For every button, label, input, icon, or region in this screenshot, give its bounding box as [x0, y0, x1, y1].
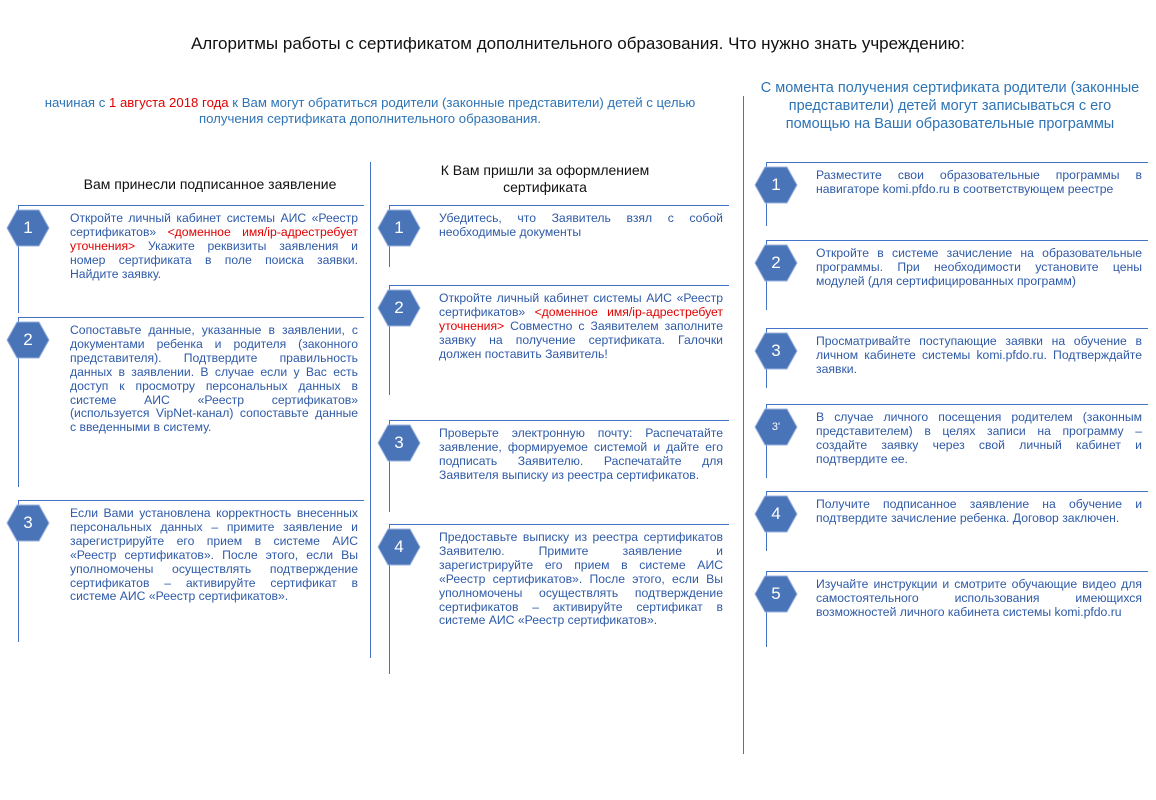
step-number: 4: [394, 537, 404, 556]
step-text: Откройте в системе зачисление на образовательные программы. При необходимости установите цены модулей (для сертифицированных программ): [816, 246, 1142, 288]
intro-after: к Вам могут обратиться родители (законные представители) детей с целью получения сертификата дополнительного образования.: [198, 95, 696, 126]
step-number: 3: [23, 513, 33, 532]
step-text: В случае личного посещения родителем (законным представителем) в целях записи на программу – создайте заявку через свой личный кабинет и подтвердите ее.: [816, 410, 1142, 466]
column-divider-2: [743, 96, 744, 754]
step-text: Убедитесь, что Заявитель взял с собой необходимые документы: [439, 211, 723, 239]
step-text: Разместите свои образовательные программы в навигаторе komi.pfdo.ru в соответствующем реестре: [816, 168, 1142, 196]
step-number: 1: [23, 218, 33, 237]
intro-date: 1 августа 2018 года: [108, 95, 229, 110]
intro-text: [30, 95, 710, 127]
step-text: Откройте личный кабинет системы АИС «Реестр сертификатов» <доменное имя/ip-адрестребует уточнения> Совместно с Заявителем заполните заявку на получение сертификата. Галочки должен поставить Заявитель!: [439, 291, 723, 361]
step-number: 1: [771, 175, 781, 194]
step-number: 1: [394, 218, 404, 237]
step-number: 3: [771, 341, 781, 360]
step-text: Сопоставьте данные, указанные в заявлении, с документами ребенка и родителя (законного представителя). Подтвердите правильность данных в заявлении. В случае если у Вас есть доступ к просмотру персональных данных в системе АИС «Реестр сертификатов» (используется VipNet-канал) сопоставьте данные с введенными в систему.: [70, 323, 358, 435]
step-number: 4: [771, 504, 781, 523]
step-text: Предоставьте выписку из реестра сертификатов Заявителю. Примите заявление и зарегистрируйте его прием в системе АИС «Реестр сертификатов». После этого, если Вы уполномочены осуществлять подтверждение сертификатов – активируйте сертификат в системе АИС «Реестр сертификатов».: [439, 530, 723, 628]
right-intro-text: С момента получения сертификата родители (законные представители) детей могут записываться с его помощью на Ваши образовательные программы: [760, 80, 1140, 132]
intro-before: начиная с: [44, 95, 109, 110]
step-text: Просматривайте поступающие заявки на обучение в личном кабинете системы komi.pfdo.ru. Подтверждайте заявки.: [816, 334, 1142, 376]
column-divider-1: [370, 162, 371, 658]
page-title: Алгоритмы работы с сертификатом дополнительного образования. Что нужно знать учреждению:: [190, 34, 966, 53]
step-number: 2: [23, 330, 33, 349]
step-text: Получите подписанное заявление на обучение и подтвердите зачисление ребенка. Договор заключен.: [816, 497, 1142, 525]
column-2-heading: К Вам пришли за оформлением сертификата: [440, 162, 650, 195]
step-number: 2: [771, 253, 781, 272]
step-number: 3: [394, 433, 404, 452]
step-number: 2: [394, 298, 404, 317]
column-1-heading: Вам принесли подписанное заявление: [83, 176, 337, 192]
step-number: 3': [771, 421, 781, 433]
step-text: Проверьте электронную почту: Распечатайте заявление, формируемое системой и дайте его подписать Заявителю. Распечатайте для Заявителя выписку из реестра сертификатов.: [439, 426, 723, 482]
step-text: Откройте личный кабинет системы АИС «Реестр сертификатов» <доменное имя/ip-адрестребует уточнения> Укажите реквизиты заявления и номер сертификата в поле поиска заявки. Найдите заявку.: [70, 211, 358, 281]
step-text: Изучайте инструкции и смотрите обучающие видео для самостоятельного использования имеющихся возможностей личного кабинета системы komi.pfdo.ru: [816, 577, 1142, 619]
step-text: Если Вами установлена корректность внесенных персональных данных – примите заявление и зарегистрируйте его прием в системе АИС «Реестр сертификатов». После этого, если Вы уполномочены осуществлять подтверждение сертификатов – активируйте сертификат в системе АИС «Реестр сертификатов».: [70, 506, 358, 604]
step-number: 5: [771, 584, 781, 603]
